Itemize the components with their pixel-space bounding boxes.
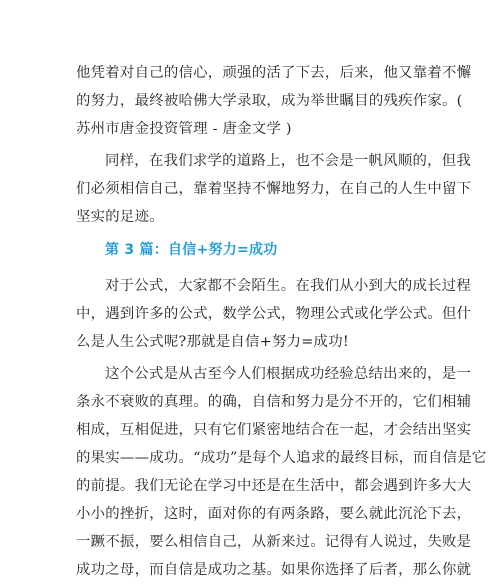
paragraph-line: 的努力，最终被哈佛大学录取，成为举世瞩目的残疾作家。( [76,93,463,109]
paragraph-2 [76,147,471,231]
paragraph-line: 对于公式，大家都不会陌生。在我们从小到大的成长过程 [105,278,472,294]
paragraph-line: 这个公式是从古至今人们根据成功经验总结出来的，是一 [105,366,472,382]
paragraph-line: 成功之母，而自信是成功之基。如果你选择了后者，那么你就 [76,562,472,578]
paragraph-line: 的前提。我们无论在学习中还是在生活中，都会遇到许多大大 [76,478,472,494]
paragraph-line: 他凭着对自己的信心，顽强的活了下去，后来，他又靠着不懈 [76,65,472,81]
paragraph-line: 一蹶不振，要么相信自己，从新来过。记得有人说过，失败是 [76,534,472,550]
paragraph-line: 中，遇到许多的公式，数学公式，物理公式或化学公式。但什 [76,306,472,322]
paragraph-line: 坚实的足迹。 [76,209,164,225]
section-heading: 第 3 篇：自信+努力=成功 [105,242,278,258]
paragraph-line: 小小的挫折，这时，面对你的有两条路，要么就此沉沦下去， [76,506,472,522]
paragraph-4 [76,360,487,584]
paragraph-line: 同样，在我们求学的道路上，也不会是一帆风顺的，但我 [105,153,472,169]
paragraph-1 [76,59,471,143]
paragraph-line: 相成，互相促进，只有它们紧密地结合在一起，才会结出坚实 [76,422,472,438]
paragraph-line: 苏州市唐金投资管理 - 唐金文学 ) [76,121,292,137]
paragraph-line: 的果实——成功。“成功”是每个人追求的最终目标，而自信是它 [76,450,487,466]
paragraph-line: 们必须相信自己，靠着坚持不懈地努力，在自己的人生中留下 [76,181,472,197]
paragraph-line: 条永不衰败的真理。的确，自信和努力是分不开的，它们相辅 [76,394,472,410]
paragraph-3 [76,272,471,356]
paragraph-line: 么是人生公式呢?那就是自信+努力=成功! [76,334,349,350]
